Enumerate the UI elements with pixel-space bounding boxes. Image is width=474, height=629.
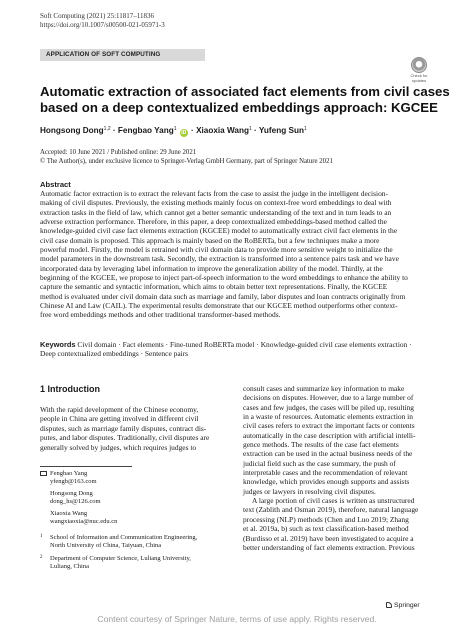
body-line: in a waste of resources. Automatic elements extraction in bbox=[243, 412, 413, 422]
author[interactable]: Hongsong Dong$^{1,2}$ bbox=[40, 126, 111, 135]
envelope-icon bbox=[40, 471, 47, 476]
body-line: gence methods. The results of the case fact elements bbox=[243, 440, 399, 450]
orcid-icon[interactable]: iD bbox=[181, 130, 187, 136]
affiliation-1 bbox=[40, 534, 230, 550]
abstract-line: extraction tasks in the field of law, which cannot get a better semantic understanding of the text and in turn leads to an bbox=[40, 207, 392, 217]
body-line: automatically in the case description with artificial intelli- bbox=[243, 430, 416, 440]
body-line: text (Zablith and Osman 2019), therefore, natural language bbox=[243, 505, 419, 515]
title-line: Automatic extraction of associated fact elements from civil cases bbox=[40, 84, 450, 99]
section-heading-introduction: 1 Introduction bbox=[40, 384, 100, 394]
body-line: putes, and labor disputes. Traditionally, civil disputes are bbox=[40, 433, 210, 443]
author-list: Hongsong Dong$^{1,2}$ · Fengbao Yang$^1$ iD · Xiaoxia Wang$^1$ · Yufeng Sun$^1$ bbox=[40, 126, 307, 136]
body-line: et al. 2019a, b) such as text classification-based method bbox=[243, 524, 409, 534]
journal-header bbox=[40, 12, 165, 30]
courtesy-notice: Content courtesy of Springer Nature, terms of use apply. Rights reserved. bbox=[97, 614, 377, 624]
affiliation-line: School of Information and Communication Engineering, bbox=[50, 534, 198, 541]
body-line: disputes, such as marriage family disputes, contract dis- bbox=[40, 423, 207, 433]
affiliation-line: Department of Computer Science, Luliang University, bbox=[50, 555, 191, 562]
author[interactable]: Xiaoxia Wang$^1$ bbox=[196, 126, 252, 135]
abstract-line: free word embeddings methods and other traditional transformer-based methods. bbox=[40, 310, 281, 320]
doi-link[interactable]: https://doi.org/10.1007/s00500-021-05971-3 bbox=[40, 21, 165, 29]
footnote-divider bbox=[40, 466, 132, 467]
author-email[interactable]: yfengb@163.com bbox=[50, 478, 97, 486]
corresponding-author bbox=[40, 470, 230, 486]
publication-dates bbox=[40, 149, 333, 166]
check-for-updates-badge[interactable] bbox=[406, 57, 432, 83]
intro-right-column bbox=[243, 384, 435, 552]
body-line: A large portion of civil cases is written as unstructured bbox=[252, 496, 415, 506]
abstract-line: model parameters in the downstream task. Secondly, the extraction is transformed into a sentence pairs task and we have bbox=[40, 254, 399, 264]
body-line: interpretable cases and the recommendation of relevant bbox=[243, 468, 408, 478]
copyright-line: © The Author(s), under exclusive licence to Springer-Verlag GmbH Germany, part of Springer Nature 2021 bbox=[40, 157, 333, 165]
section-banner: APPLICATION OF SOFT COMPUTING bbox=[40, 49, 205, 61]
abstract-line: making of civil disputes. Previously, the existing methods mainly focus on context-free word embeddings to deal with bbox=[40, 198, 392, 208]
affiliation-mark: 2 bbox=[40, 555, 43, 560]
abstract-body bbox=[40, 189, 435, 320]
abstract-line: civil case domain is proposed. This approach is mainly based on the RoBERTa, but a few techniques make a more bbox=[40, 235, 380, 245]
body-line: civil cases refers to extract the important facts or contents bbox=[243, 421, 415, 431]
author-email[interactable]: wangxiaoxia@nuc.edu.cn bbox=[50, 518, 118, 526]
body-line: better understanding of fact elements extraction. Previous bbox=[243, 542, 415, 552]
keywords bbox=[40, 340, 435, 359]
abstract-line: incorporated data by leveraging label information to improve the generalization ability of the model. Thirdly, at the bbox=[40, 263, 383, 273]
paper-title bbox=[40, 84, 450, 116]
abstract-line: Chinese AI and Law (CAIL). The experimental results demonstrate that our KGCEE method outperforms other context- bbox=[40, 301, 398, 311]
abstract-line: adverse extraction performance. Therefore, in this paper, a deep contextualized embeddings-based method called the bbox=[40, 217, 387, 227]
author-contact bbox=[40, 510, 230, 526]
springer-logo: Springer bbox=[386, 602, 420, 610]
abstract-line: powerful model. Firstly, the model is retrained with civil domain data to provide more sensitive weight to initialize the bbox=[40, 245, 393, 255]
body-line: With the rapid development of the Chinese economy, bbox=[40, 405, 199, 414]
body-line: decisions on disputes. However, due to a large number of bbox=[243, 393, 414, 403]
keywords-line: Deep contextualized embeddings · Sentence pairs bbox=[40, 349, 189, 359]
body-line: (Burdisso et al. 2019) have been investigated to acquire a bbox=[243, 533, 414, 543]
author-email[interactable]: dong_hs@126.com bbox=[50, 498, 101, 506]
body-line: judicial field such as the case summary, the push of bbox=[243, 458, 396, 468]
affiliation-mark: 1 bbox=[40, 534, 43, 539]
author-name: Fengbao Yang bbox=[50, 470, 88, 477]
author-name: Hongsong Dong bbox=[50, 490, 93, 497]
abstract-heading: Abstract bbox=[40, 180, 71, 189]
title-line: based on a deep contextualized embeddings approach: KGCEE bbox=[40, 100, 438, 115]
abstract-line: method is evaluated under civil domain data such as marriage and family, labor disputes and loan contracts originally from bbox=[40, 291, 406, 301]
body-line: generally solved by judges, which requires judges to bbox=[40, 442, 197, 452]
author[interactable]: Yufeng Sun$^1$ bbox=[258, 126, 307, 135]
body-line: consult cases and summarize key information to make bbox=[243, 384, 405, 393]
affiliation-2 bbox=[40, 555, 230, 571]
journal-citation: Soft Computing (2021) 25:11817–11836 bbox=[40, 12, 155, 20]
dates-line: Accepted: 10 June 2021 / Published online: 29 June 2021 bbox=[40, 149, 197, 156]
body-line: extraction can be used in the actual business needs of the bbox=[243, 449, 413, 459]
check-updates-icon bbox=[411, 57, 427, 73]
author-contact bbox=[40, 490, 230, 506]
abstract-line: Automatic factor extraction is to extract the relevant facts from the case to assist the judge in the intelligent decision- bbox=[40, 189, 388, 198]
affiliation-line: Luliang, China bbox=[50, 563, 89, 571]
body-line: processing (NLP) methods (Chen and Luo 2019; Zhang bbox=[243, 514, 409, 524]
abstract-line: capture the semantic and syntactic information, which aims to obtain better text representations. Finally, the KGCEE bbox=[40, 282, 388, 292]
springer-horse-icon bbox=[386, 602, 392, 608]
check-updates-label: Check for updates bbox=[410, 73, 428, 83]
body-line: people in China are getting involved in different civil bbox=[40, 414, 199, 424]
keywords-line: Civil domain · Fact elements · Fine-tuned RoBERTa model · Knowledge-guided civil case elements extraction · bbox=[77, 340, 412, 349]
intro-left-column bbox=[40, 405, 230, 452]
affiliation-line: North University of China, Taiyuan, China bbox=[50, 542, 162, 550]
author[interactable]: Fengbao Yang$^1$ bbox=[117, 126, 177, 135]
body-line: knowledge, which provides enough supports and assists bbox=[243, 477, 410, 487]
body-line: cases and few judges, the cases will be piled up, resulting bbox=[243, 402, 415, 412]
abstract-line: beginning of the KGCEE, we propose to inject part-of-speech information to the word embeddings to enhance the ability to bbox=[40, 273, 408, 283]
author-name: Xiaoxia Wang bbox=[50, 510, 88, 517]
abstract-line: knowledge-guided civil case fact elements extraction (KGCEE) model to automatically extract civil fact elements in the bbox=[40, 226, 398, 236]
body-line: judges or lawyers in resolving civil disputes. bbox=[243, 486, 376, 496]
keywords-label: Keywords bbox=[40, 340, 76, 349]
